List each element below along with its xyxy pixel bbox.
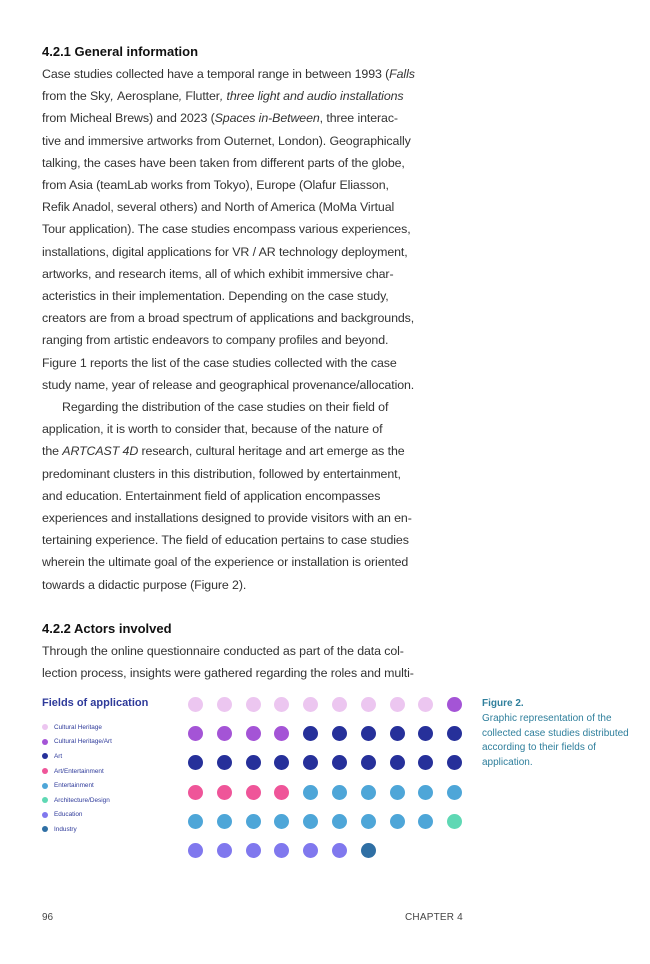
grid-dot [217, 785, 232, 800]
legend-label: Entertainment [54, 782, 94, 790]
general-information-line: application, it is worth to consider that, because of the nature of [42, 422, 383, 437]
grid-dot [217, 814, 232, 829]
grid-dot [274, 697, 289, 712]
grid-dot [447, 755, 462, 770]
legend-label: Art [54, 752, 63, 760]
legend-label: Cultural Heritage [54, 723, 102, 731]
grid-dot [303, 843, 318, 858]
grid-dot [188, 755, 203, 770]
grid-dot [274, 726, 289, 741]
general-information-line: predominant clusters in this distribution, followed by entertainment, [42, 466, 401, 481]
general-information-line: Figure 1 reports the list of the case studies collected with the case [42, 355, 397, 370]
general-information-line: and education. Entertainment field of application encompasses [42, 488, 381, 503]
legend-label: Architecture/Design [54, 796, 110, 804]
grid-dot [303, 755, 318, 770]
grid-dot [332, 726, 347, 741]
general-information-line: Regarding the distribution of the case studies on their field of [62, 400, 389, 415]
general-information-line: tive and immersive artworks from Outernet, London). Geographically [42, 133, 411, 148]
general-information-line: installations, digital applications for VR / AR technology deployment, [42, 244, 408, 259]
grid-dot [447, 814, 462, 829]
grid-dot [332, 814, 347, 829]
grid-dot [361, 755, 376, 770]
general-information-line: from the Sky, Aerosplane, Flutter, three light and audio installations [42, 89, 404, 104]
general-information-line: creators are from a broad spectrum of applications and backgrounds, [42, 311, 415, 326]
section-heading-general-information: 4.2.1 General information [42, 44, 199, 59]
grid-dot [217, 726, 232, 741]
general-information-line: from Micheal Brews) and 2023 (Spaces in-Between, three interac- [42, 111, 398, 126]
actors-involved-line: Through the online questionnaire conducted as part of the data col- [42, 644, 404, 658]
actors-involved-line: lection process, insights were gathered regarding the roles and multi- [42, 666, 414, 681]
legend-swatch [42, 768, 48, 774]
grid-dot [418, 726, 433, 741]
legend-label: Education [54, 811, 83, 819]
grid-dot [303, 726, 318, 741]
grid-dot [418, 785, 433, 800]
caption-text: Graphic representation of the collected case studies distributed according to their fields of application. [482, 712, 629, 769]
figure-caption [482, 697, 632, 771]
general-information-line: acteristics in their implementation. Depending on the case study, [42, 289, 389, 304]
grid-dot [418, 755, 433, 770]
legend-item [42, 735, 112, 750]
grid-dot [303, 697, 318, 712]
grid-dot [217, 843, 232, 858]
grid-dot [188, 785, 203, 800]
grid-dot [390, 785, 405, 800]
caption-label: Figure 2. [482, 698, 524, 709]
figure-title: Fields of application [42, 697, 149, 709]
grid-dot [246, 755, 261, 770]
grid-dot [246, 697, 261, 712]
chapter-label: CHAPTER 4 [405, 912, 463, 923]
grid-dot [361, 814, 376, 829]
grid-dot [390, 726, 405, 741]
general-information-line: talking, the cases have been taken from different parts of the globe, [42, 155, 405, 170]
legend-swatch [42, 797, 48, 803]
grid-dot [332, 755, 347, 770]
legend-item [42, 793, 112, 808]
grid-dot [303, 785, 318, 800]
legend-item [42, 749, 112, 764]
grid-dot [332, 697, 347, 712]
grid-dot [274, 814, 289, 829]
legend-item [42, 720, 112, 735]
grid-dot [188, 726, 203, 741]
grid-dot [361, 843, 376, 858]
grid-dot [274, 755, 289, 770]
page-number: 96 [42, 912, 54, 923]
grid-dot [390, 755, 405, 770]
grid-dot [332, 785, 347, 800]
general-information-line: Case studies collected have a temporal range in between 1993 (Falls [42, 67, 415, 81]
general-information-line: tertaining experience. The field of education pertains to case studies [42, 533, 409, 548]
grid-dot [361, 785, 376, 800]
grid-dot [188, 843, 203, 858]
grid-dot [418, 814, 433, 829]
grid-dot [217, 755, 232, 770]
general-information-line: study name, year of release and geographical provenance/allocation. [42, 377, 415, 392]
legend-label: Cultural Heritage/Art [54, 738, 112, 746]
grid-dot [188, 697, 203, 712]
legend-label: Industry [54, 825, 77, 833]
grid-dot [246, 785, 261, 800]
general-information-line: Tour application). The case studies encompass various experiences, [42, 222, 411, 237]
grid-dot [447, 726, 462, 741]
grid-dot [188, 814, 203, 829]
general-information-line: from Asia (teamLab works from Tokyo), Europe (Olafur Eliasson, [42, 178, 389, 193]
legend-swatch [42, 753, 48, 759]
grid-dot [447, 785, 462, 800]
grid-dot [390, 814, 405, 829]
legend-swatch [42, 812, 48, 818]
general-information-line: ranging from artistic endeavors to company profiles and beyond. [42, 333, 389, 348]
general-information-line: wherein the ultimate goal of the experience or installation is oriented [42, 555, 409, 570]
legend-item [42, 764, 112, 779]
general-information-line: artworks, and research items, all of which exhibit immersive char- [42, 266, 394, 281]
general-information-line: towards a didactic purpose (Figure 2). [42, 577, 247, 592]
grid-dot [246, 814, 261, 829]
grid-dot [390, 697, 405, 712]
grid-dot [274, 785, 289, 800]
legend-swatch [42, 739, 48, 745]
general-information-line: the ARTCAST 4D research, cultural heritage and art emerge as the [42, 444, 405, 459]
figure-legend [42, 720, 112, 837]
body-text-actors-involved [42, 640, 458, 684]
legend-swatch [42, 826, 48, 832]
grid-dot [361, 697, 376, 712]
grid-dot [246, 726, 261, 741]
grid-dot [361, 726, 376, 741]
legend-item [42, 808, 112, 823]
grid-dot [303, 814, 318, 829]
general-information-line: Refik Anadol, several others) and North of America (MoMa Virtual [42, 200, 395, 215]
grid-dot [418, 697, 433, 712]
grid-dot [217, 697, 232, 712]
grid-dot [274, 843, 289, 858]
legend-swatch [42, 783, 48, 789]
legend-swatch [42, 724, 48, 730]
grid-dot [447, 697, 462, 712]
grid-dot [246, 843, 261, 858]
legend-item [42, 778, 112, 793]
body-text-general-information [42, 63, 458, 596]
legend-label: Art/Entertainment [54, 767, 104, 775]
legend-item [42, 822, 112, 837]
general-information-line: experiences and installations designed to provide visitors with an en- [42, 511, 412, 526]
section-heading-actors-involved: 4.2.2 Actors involved [42, 621, 172, 636]
grid-dot [332, 843, 347, 858]
